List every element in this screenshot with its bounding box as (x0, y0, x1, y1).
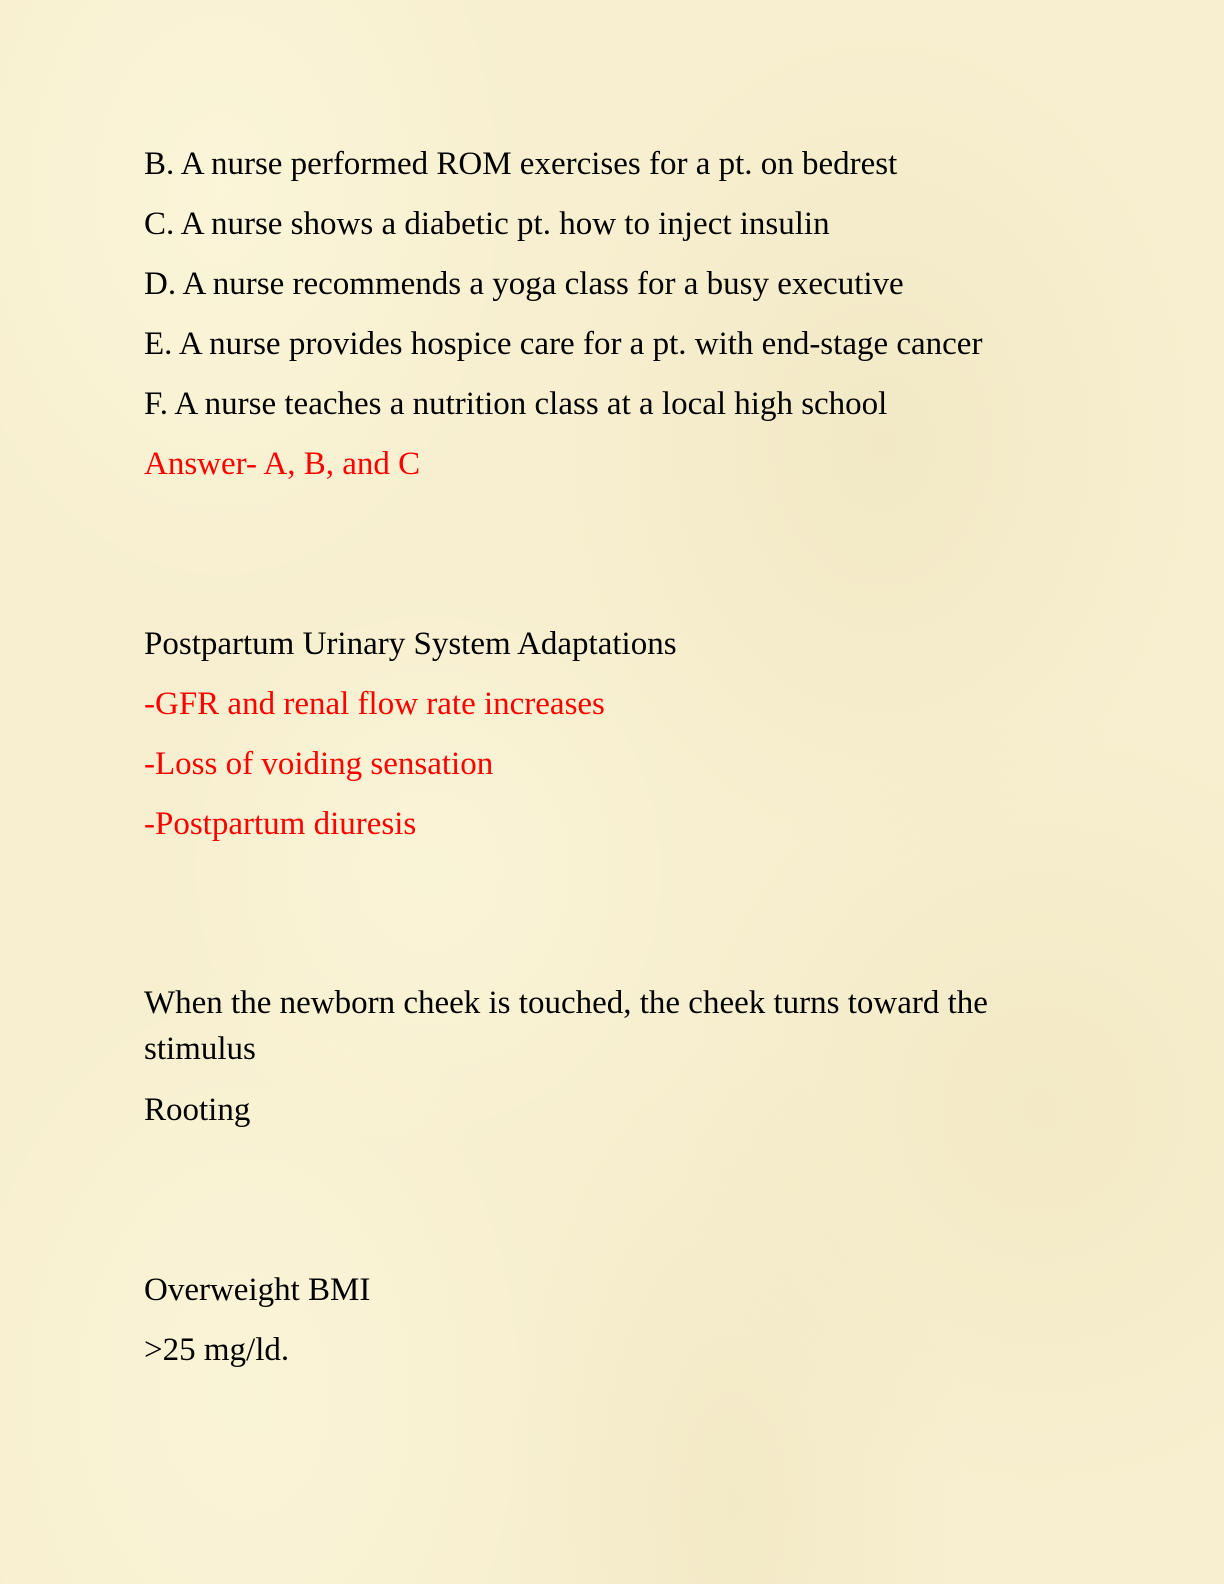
option-b: B. A nurse performed ROM exercises for a pt. on bedrest (144, 146, 898, 182)
answer-rooting: Rooting (144, 1092, 251, 1128)
answer-bmi-value: >25 mg/ld. (144, 1332, 290, 1368)
list-item-diuresis: -Postpartum diuresis (144, 806, 417, 842)
section-title-postpartum-urinary: Postpartum Urinary System Adaptations (144, 626, 677, 662)
option-c: C. A nurse shows a diabetic pt. how to inject insulin (144, 206, 830, 242)
question-overweight-bmi: Overweight BMI (144, 1272, 371, 1308)
list-item-voiding: -Loss of voiding sensation (144, 746, 494, 782)
option-f: F. A nurse teaches a nutrition class at a local high school (144, 386, 888, 422)
option-d: D. A nurse recommends a yoga class for a busy executive (144, 266, 904, 302)
question-newborn-cheek: When the newborn cheek is touched, the cheek turns toward the stimulus (144, 985, 988, 1067)
option-e: E. A nurse provides hospice care for a pt. with end-stage cancer (144, 326, 983, 362)
answer-abc: Answer- A, B, and C (144, 446, 421, 482)
list-item-gfr: -GFR and renal flow rate increases (144, 686, 605, 722)
